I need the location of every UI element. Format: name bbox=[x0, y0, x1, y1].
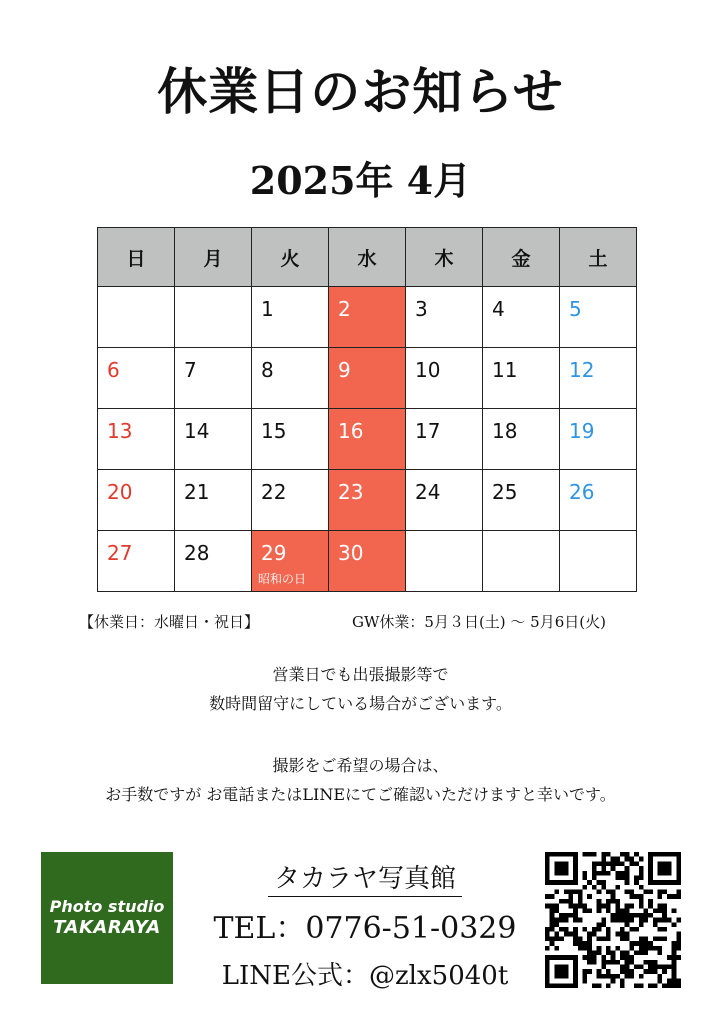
notice-line-4: お手数ですが お電話またはLINEにてご確認いただけますと幸いです。 bbox=[105, 785, 616, 804]
day-cell bbox=[406, 348, 483, 409]
day-cell bbox=[560, 348, 637, 409]
day-cell bbox=[406, 409, 483, 470]
weekday-header-wed: 水 bbox=[329, 228, 406, 287]
day-number: 26 bbox=[569, 480, 595, 504]
day-number: 16 bbox=[338, 419, 364, 443]
day-number: 25 bbox=[492, 480, 518, 504]
day-number: 7 bbox=[184, 358, 197, 382]
closed-day-cell bbox=[329, 348, 406, 409]
page-title: 休業日のお知らせ bbox=[157, 62, 564, 121]
studio-logo bbox=[41, 852, 173, 984]
calendar-week bbox=[98, 409, 637, 470]
calendar-week bbox=[98, 287, 637, 348]
calendar-week bbox=[98, 531, 637, 592]
shop-name-text: タカラヤ写真館 bbox=[268, 864, 462, 897]
phone-number: TEL：0776-51-0329 bbox=[213, 911, 517, 946]
day-number: 2 bbox=[338, 297, 351, 321]
day-number: 4 bbox=[492, 297, 505, 321]
shop-name bbox=[205, 858, 525, 895]
day-cell bbox=[483, 531, 560, 592]
day-cell bbox=[175, 287, 252, 348]
notice-line-1: 営業日でも出張撮影等で bbox=[272, 665, 449, 684]
weekday-header-fri: 金 bbox=[483, 228, 560, 287]
day-cell bbox=[98, 531, 175, 592]
day-cell bbox=[252, 287, 329, 348]
logo-line-1: Photo studio bbox=[49, 897, 165, 916]
day-number: 28 bbox=[184, 541, 210, 565]
weekday-header-row bbox=[98, 228, 637, 287]
calendar-table bbox=[97, 227, 637, 592]
qr-code-icon bbox=[545, 852, 681, 988]
day-number: 27 bbox=[107, 541, 133, 565]
day-number: 3 bbox=[415, 297, 428, 321]
logo-line-2: TAKARAYA bbox=[53, 917, 161, 938]
day-cell bbox=[406, 287, 483, 348]
closed-day-cell bbox=[252, 531, 329, 592]
day-cell bbox=[252, 409, 329, 470]
day-number: 21 bbox=[184, 480, 210, 504]
day-cell bbox=[98, 470, 175, 531]
day-number: 14 bbox=[184, 419, 210, 443]
day-number: 30 bbox=[338, 541, 364, 565]
closed-day-cell bbox=[329, 287, 406, 348]
day-number: 1 bbox=[261, 297, 274, 321]
day-number: 29 bbox=[261, 541, 287, 565]
closed-day-cell bbox=[329, 531, 406, 592]
day-cell bbox=[175, 348, 252, 409]
day-number: 22 bbox=[261, 480, 287, 504]
closed-day-cell bbox=[329, 409, 406, 470]
day-cell bbox=[560, 287, 637, 348]
day-cell bbox=[406, 470, 483, 531]
day-cell bbox=[252, 348, 329, 409]
day-cell bbox=[483, 409, 560, 470]
month-heading: 2025年 4月 bbox=[249, 158, 472, 203]
day-number: 12 bbox=[569, 358, 595, 382]
day-number: 15 bbox=[261, 419, 287, 443]
holiday-label: 昭和の日 bbox=[258, 572, 307, 586]
weekday-header-mon: 月 bbox=[175, 228, 252, 287]
day-cell bbox=[483, 470, 560, 531]
day-cell bbox=[483, 287, 560, 348]
day-cell bbox=[175, 470, 252, 531]
gw-holiday-legend: GW休業：5月３日(土) 〜 5月6日(火) bbox=[352, 613, 606, 631]
day-cell bbox=[175, 531, 252, 592]
weekday-header-sat: 土 bbox=[560, 228, 637, 287]
day-number: 8 bbox=[261, 358, 274, 382]
day-cell bbox=[98, 409, 175, 470]
closed-days-legend: 【休業日：水曜日・祝日】 bbox=[79, 613, 260, 631]
day-number: 6 bbox=[107, 358, 120, 382]
day-number: 17 bbox=[415, 419, 441, 443]
weekday-header-tue: 火 bbox=[252, 228, 329, 287]
calendar-week bbox=[98, 470, 637, 531]
closed-day-cell bbox=[329, 470, 406, 531]
day-number: 23 bbox=[338, 480, 364, 504]
day-cell bbox=[175, 409, 252, 470]
day-number: 24 bbox=[415, 480, 441, 504]
calendar-week bbox=[98, 348, 637, 409]
day-number: 19 bbox=[569, 419, 595, 443]
day-number: 18 bbox=[492, 419, 518, 443]
day-cell bbox=[406, 531, 483, 592]
weekday-header-thu: 木 bbox=[406, 228, 483, 287]
day-cell bbox=[560, 531, 637, 592]
day-number: 5 bbox=[569, 297, 582, 321]
day-cell bbox=[252, 470, 329, 531]
day-cell bbox=[98, 287, 175, 348]
day-cell bbox=[98, 348, 175, 409]
day-number: 13 bbox=[107, 419, 133, 443]
notice-line-3: 撮影をご希望の場合は、 bbox=[272, 756, 449, 775]
day-cell bbox=[560, 409, 637, 470]
line-account: LINE公式：@zlx5040t bbox=[221, 961, 509, 991]
day-number: 20 bbox=[107, 480, 133, 504]
weekday-header-sun: 日 bbox=[98, 228, 175, 287]
day-cell bbox=[483, 348, 560, 409]
day-number: 10 bbox=[415, 358, 441, 382]
day-number: 11 bbox=[492, 358, 518, 382]
day-cell bbox=[560, 470, 637, 531]
notice-line-2: 数時間留守にしている場合がございます。 bbox=[209, 694, 512, 713]
day-number: 9 bbox=[338, 358, 351, 382]
